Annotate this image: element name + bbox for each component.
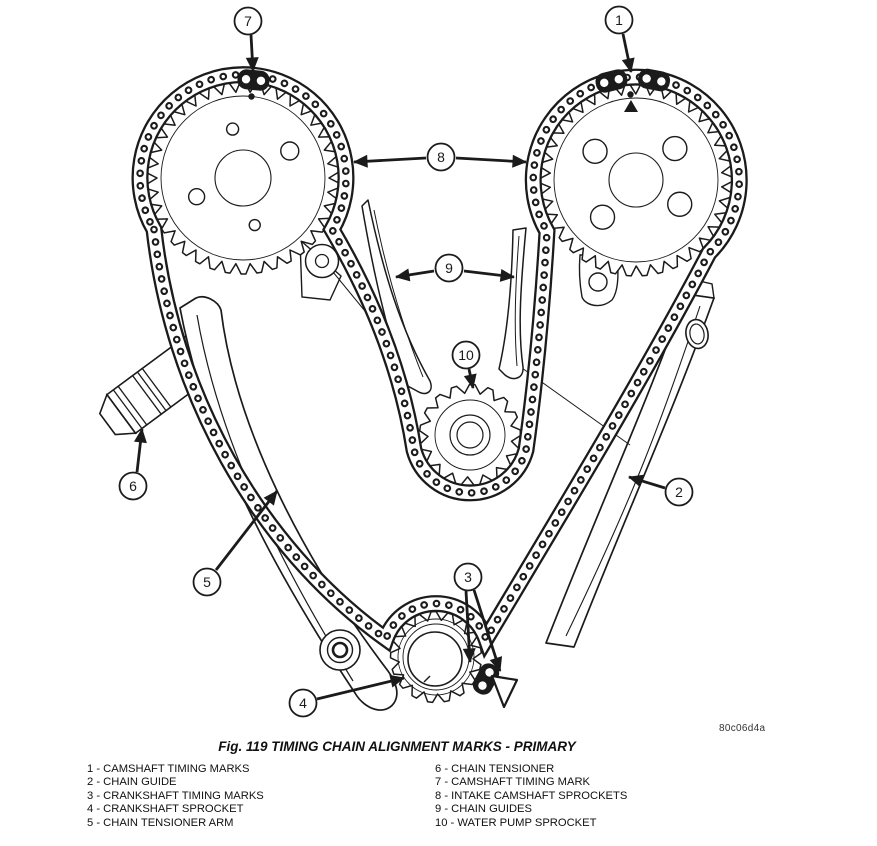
legend-item-5: 5 - CHAIN TENSIONER ARM: [87, 816, 234, 829]
callout-2: [629, 477, 693, 506]
svg-text:6: 6: [129, 477, 137, 494]
svg-text:2: 2: [675, 483, 683, 500]
callout-6: [120, 429, 147, 500]
crank-triangle-mark: [492, 676, 517, 707]
callout-1: [606, 7, 633, 73]
callout-5: [194, 491, 278, 596]
callout-7: [235, 8, 262, 72]
svg-text:1: 1: [615, 11, 623, 28]
svg-text:4: 4: [299, 694, 307, 711]
svg-text:7: 7: [244, 12, 252, 29]
legend-item-3: 3 - CRANKSHAFT TIMING MARKS: [87, 789, 264, 802]
chain-guide: [546, 280, 714, 647]
legend-column-left: [87, 763, 264, 830]
legend-item-4: 4 - CRANKSHAFT SPROCKET: [87, 803, 244, 816]
svg-text:9: 9: [445, 259, 453, 276]
legend-item-9: 9 - CHAIN GUIDES: [435, 803, 532, 816]
callout-10: [453, 342, 480, 389]
callout-8: [354, 144, 526, 171]
svg-text:5: 5: [203, 573, 211, 590]
figure-caption: Fig. 119 TIMING CHAIN ALIGNMENT MARKS - PRIMARY: [218, 739, 576, 754]
legend-item-8: 8 - INTAKE CAMSHAFT SPROCKETS: [435, 789, 628, 802]
watermark-code: 80c06d4a: [719, 723, 766, 734]
svg-text:10: 10: [458, 346, 474, 363]
svg-text:3: 3: [464, 568, 472, 585]
legend-column-right: [435, 763, 627, 830]
legend-item-1: 1 - CAMSHAFT TIMING MARKS: [87, 763, 250, 775]
legend-item-6: 6 - CHAIN TENSIONER: [435, 763, 555, 775]
svg-text:8: 8: [437, 148, 445, 165]
legend-item-10: 10 - WATER PUMP SPROCKET: [435, 816, 597, 829]
inner-chain-guide-right: [499, 228, 526, 378]
callout-9: [396, 255, 514, 282]
chain-tensioner-arm: [180, 297, 397, 710]
legend-item-7: 7 - CAMSHAFT TIMING MARK: [435, 776, 590, 789]
legend-item-2: 2 - CHAIN GUIDE: [87, 776, 177, 789]
